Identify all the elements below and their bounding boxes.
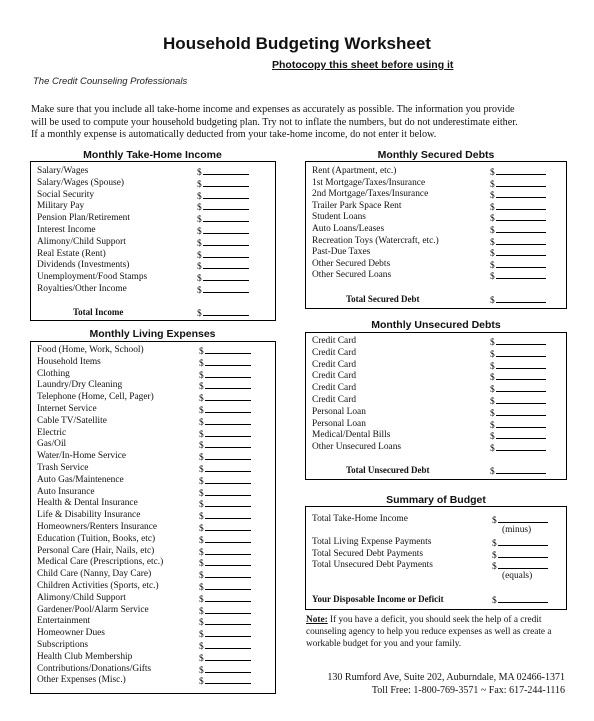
row-label: Credit Card [312,359,357,370]
note-label: Note: [306,615,328,625]
row-label: Laundry/Dry Cleaning [37,380,123,391]
dollar-sign: $ [199,488,204,499]
dollar-sign: $ [199,583,204,593]
row-label: Health & Dental Insurance [37,498,138,509]
secured-row [312,269,562,281]
row-label: Medical/Dental Bills [312,430,391,441]
row-label: Pension Plan/Retirement [37,213,130,224]
living-row [37,344,271,356]
row-label: Unemployment/Food Stamps [37,272,148,283]
dollar-sign: $ [197,215,202,226]
dollar-sign: $ [490,237,495,248]
total-amount-field[interactable] [490,464,546,478]
row-label: Water/In-Home Service [37,451,127,462]
income-row [37,165,271,177]
dollar-sign: $ [199,453,204,464]
living-row [37,651,271,663]
dollar-sign: $ [490,385,495,396]
row-label: Credit Card [312,383,357,394]
amount-field[interactable] [490,441,546,455]
income-total-row [37,306,271,318]
row-label: Food (Home, Work, School) [37,345,144,355]
dollar-sign: $ [197,227,202,237]
row-label: Life & Disability Insurance [37,510,141,521]
dollar-sign: $ [490,408,495,419]
secured-section-title: Monthly Secured Debts [377,149,495,161]
living-row [37,415,271,427]
summary-label: Total Living Expense Payments [312,537,432,547]
row-label: Health Club Membership [37,651,133,662]
dollar-sign: $ [197,203,202,214]
dollar-sign: $ [492,551,497,561]
dollar-sign: $ [197,179,202,190]
row-label: Homeowners/Renters Insurance [37,522,158,532]
summary-section-title: Summary of Budget [386,494,486,506]
secured-row [312,235,562,247]
row-label: Credit Card [312,395,357,405]
dollar-sign: $ [490,214,495,225]
dollar-sign: $ [490,397,495,407]
dollar-sign: $ [490,361,495,372]
unsecured-row [312,382,562,394]
page-title: Household Budgeting Worksheet [163,34,431,53]
living-section-title: Monthly Living Expenses [89,328,216,340]
row-label: Telephone (Home, Cell, Pager) [37,392,154,403]
row-label: Other Secured Loans [312,270,392,281]
unsecured-row [312,441,562,453]
row-label: Medical Care (Prescriptions, etc.) [37,557,164,568]
row-label: Entertainment [37,616,91,627]
row-label: Alimony/Child Support [37,592,126,603]
dollar-sign: $ [199,642,204,652]
dollar-sign: $ [199,677,204,688]
dollar-sign: $ [199,535,204,546]
row-label: Royalties/Other Income [37,284,127,294]
living-row [37,674,271,686]
living-expenses-table [30,341,276,694]
living-row [37,391,271,403]
row-label: Past-Due Taxes [312,247,371,258]
living-row [37,545,271,557]
dollar-sign: $ [197,274,202,285]
row-label: Social Security [37,189,95,200]
row-label: 1st Mortgage/Taxes/Insurance [312,177,426,188]
unsecured-section-title: Monthly Unsecured Debts [371,319,501,331]
row-label: Interest Income [37,225,96,235]
dollar-sign: $ [492,539,497,549]
living-row [37,521,271,533]
summary-row-disposable [312,593,562,605]
living-row [37,474,271,486]
row-label: Real Estate (Rent) [37,248,106,259]
living-row [37,438,271,450]
dollar-sign: $ [199,441,204,452]
income-row [37,200,271,212]
row-label: Trailer Park Space Rent [312,200,402,211]
unsecured-row [312,335,562,347]
income-row [37,271,271,283]
dollar-sign: $ [490,467,495,477]
living-row [37,533,271,545]
total-amount-field[interactable] [197,306,249,320]
income-row [37,212,271,224]
dollar-sign: $ [492,596,497,606]
row-label: Auto Loans/Leases [312,224,385,234]
unsecured-debts-table [305,332,567,480]
row-label: Alimony/Child Support [37,236,126,247]
row-label: Internet Service [37,404,97,414]
row-label: Personal Loan [312,406,366,417]
amount-field[interactable] [197,283,249,297]
phone-fax-line: Toll Free: 1-800-769-3571 ~ Fax: 617-244-1116 [371,685,565,696]
dollar-sign: $ [490,179,495,190]
dollar-sign: $ [199,618,204,629]
living-row [37,486,271,498]
living-row [37,509,271,521]
intro-line: Make sure that you include all take-home income and expenses as accurately as possible. The information you provide [31,104,515,115]
summary-row-equals [312,570,562,582]
secured-row [312,246,562,258]
total-label: Total Income [73,307,124,317]
amount-field[interactable] [490,269,546,283]
note-text: If you have a deficit, you should seek the help of a credit counseling agency to help you reduce expenses as well as create a workable budget for you and your family. [306,615,552,649]
secured-row [312,188,562,200]
secured-row [312,200,562,212]
intro-line: If a monthly expense is automatically deducted from your take-home income, do not enter it below. [31,129,437,140]
income-row [37,224,271,236]
living-row [37,568,271,580]
row-label: Gardener/Pool/Alarm Service [37,604,149,615]
summary-label: Total Secured Debt Payments [312,549,424,559]
living-row [37,663,271,675]
row-label: Subscriptions [37,640,89,650]
dollar-sign: $ [197,286,202,296]
dollar-sign: $ [490,420,495,431]
intro-paragraph [31,104,571,142]
dollar-sign: $ [490,168,495,178]
dollar-sign: $ [490,296,495,306]
summary-label: Total Unsecured Debt Payments [312,560,433,570]
row-label: Recreation Toys (Watercraft, etc.) [312,235,439,246]
living-row [37,450,271,462]
income-row [37,283,271,295]
dollar-sign: $ [199,500,204,511]
total-amount-field[interactable] [490,293,546,307]
living-row [37,427,271,439]
contact-address [305,671,565,697]
living-row [37,639,271,651]
dollar-sign: $ [199,547,204,558]
row-label: Other Secured Debts [312,258,391,269]
dollar-sign: $ [197,262,202,273]
dollar-sign: $ [490,226,495,236]
dollar-sign: $ [490,338,495,348]
amount-field[interactable] [199,674,251,688]
living-row [37,615,271,627]
amount-field[interactable] [492,593,548,607]
row-label: Cable TV/Satellite [37,415,107,426]
living-row [37,556,271,568]
income-row [37,189,271,201]
organization-name: The Credit Counseling Professionals [33,76,188,87]
living-row [37,356,271,368]
row-label: Education (Tuition, Books, etc) [37,533,156,544]
row-label: Personal Care (Hair, Nails, etc) [37,545,155,556]
dollar-sign: $ [199,347,204,357]
unsecured-total-row [312,464,562,476]
address-line: 130 Rumford Ave, Suite 202, Auburndale, MA 02466-1371 [327,672,565,683]
row-label: 2nd Mortgage/Taxes/Insurance [312,189,429,200]
living-row [37,403,271,415]
row-label: Rent (Apartment, etc.) [312,166,397,176]
dollar-sign: $ [197,168,202,178]
secured-row [312,223,562,235]
dollar-sign: $ [199,594,204,605]
income-row [37,259,271,271]
dollar-sign: $ [199,394,204,405]
row-label: Auto Insurance [37,486,95,497]
row-label: Personal Loan [312,418,366,429]
living-row [37,379,271,391]
row-label: Auto Gas/Maintenence [37,474,124,485]
living-row [37,592,271,604]
secured-row [312,211,562,223]
dollar-sign: $ [199,382,204,393]
dollar-sign: $ [490,373,495,384]
dollar-sign: $ [199,465,204,475]
dollar-sign: $ [199,406,204,416]
unsecured-row [312,394,562,406]
total-label: Total Unsecured Debt [346,465,430,475]
secured-row [312,165,562,177]
summary-row-minus [312,524,562,536]
living-row [37,497,271,509]
dollar-sign: $ [490,202,495,213]
income-table [30,161,276,321]
summary-table [305,506,567,610]
dollar-sign: $ [490,191,495,202]
dollar-sign: $ [197,238,202,249]
dollar-sign: $ [490,349,495,360]
row-label: Dividends (Investments) [37,260,130,271]
row-label: Trash Service [37,463,89,473]
dollar-sign: $ [492,516,497,526]
summary-row-living [312,536,562,548]
dollar-sign: $ [490,260,495,271]
row-label: Other Expenses (Misc.) [37,675,126,686]
unsecured-row [312,359,562,371]
unsecured-row [312,429,562,441]
row-label: Student Loans [312,212,366,223]
dollar-sign: $ [199,417,204,428]
secured-row [312,177,562,189]
equals-label: (equals) [502,571,533,581]
row-label: Credit Card [312,371,357,382]
income-row [37,236,271,248]
row-label: Military Pay [37,201,85,212]
row-label: Household Items [37,356,101,367]
dollar-sign: $ [492,562,497,572]
row-label: Credit Card [312,347,357,358]
photocopy-notice: Photocopy this sheet before using it [272,59,454,71]
dollar-sign: $ [490,444,495,455]
living-row [37,627,271,639]
row-label: Contributions/Donations/Gifts [37,663,152,674]
total-label: Total Secured Debt [346,294,420,304]
row-label: Electric [37,427,67,438]
dollar-sign: $ [199,606,204,617]
secured-row [312,258,562,270]
row-label: Salary/Wages (Spouse) [37,177,124,188]
intro-line: will be used to compute your household budgeting plan. Try not to inflate the numbers, but do not underestimate either. [31,116,518,128]
row-label: Homeowner Dues [37,628,105,639]
row-label: Other Unsecured Loans [312,442,402,453]
dollar-sign: $ [197,309,202,319]
row-label: Children Activities (Sports, etc.) [37,581,159,591]
dollar-sign: $ [199,559,204,570]
dollar-sign: $ [197,250,202,261]
dollar-sign: $ [199,512,204,523]
row-label: Child Care (Nanny, Day Care) [37,569,152,580]
income-row [37,248,271,260]
dollar-sign: $ [199,476,204,487]
income-row [37,177,271,189]
deficit-note [306,614,568,650]
dollar-sign: $ [199,630,204,641]
disposable-label: Your Disposable Income or Deficit [312,594,444,604]
dollar-sign: $ [199,665,204,676]
dollar-sign: $ [490,272,495,283]
dollar-sign: $ [199,524,204,534]
secured-debts-table [305,161,567,309]
unsecured-row [312,370,562,382]
unsecured-row [312,406,562,418]
dollar-sign: $ [199,571,204,582]
dollar-sign: $ [199,429,204,440]
dollar-sign: $ [490,249,495,260]
row-label: Gas/Oil [37,439,67,450]
living-row [37,368,271,380]
dollar-sign: $ [199,653,204,664]
secured-total-row [312,293,562,305]
dollar-sign: $ [197,191,202,202]
row-label: Credit Card [312,336,357,346]
living-row [37,462,271,474]
dollar-sign: $ [199,358,204,369]
minus-label: (minus) [502,525,532,535]
row-label: Salary/Wages [37,166,89,176]
living-row [37,604,271,616]
unsecured-row [312,347,562,359]
dollar-sign: $ [199,370,204,381]
summary-label: Total Take-Home Income [312,514,408,524]
income-section-title: Monthly Take-Home Income [83,149,222,161]
dollar-sign: $ [490,432,495,443]
unsecured-row [312,418,562,430]
living-row [37,580,271,592]
row-label: Clothing [37,368,70,379]
